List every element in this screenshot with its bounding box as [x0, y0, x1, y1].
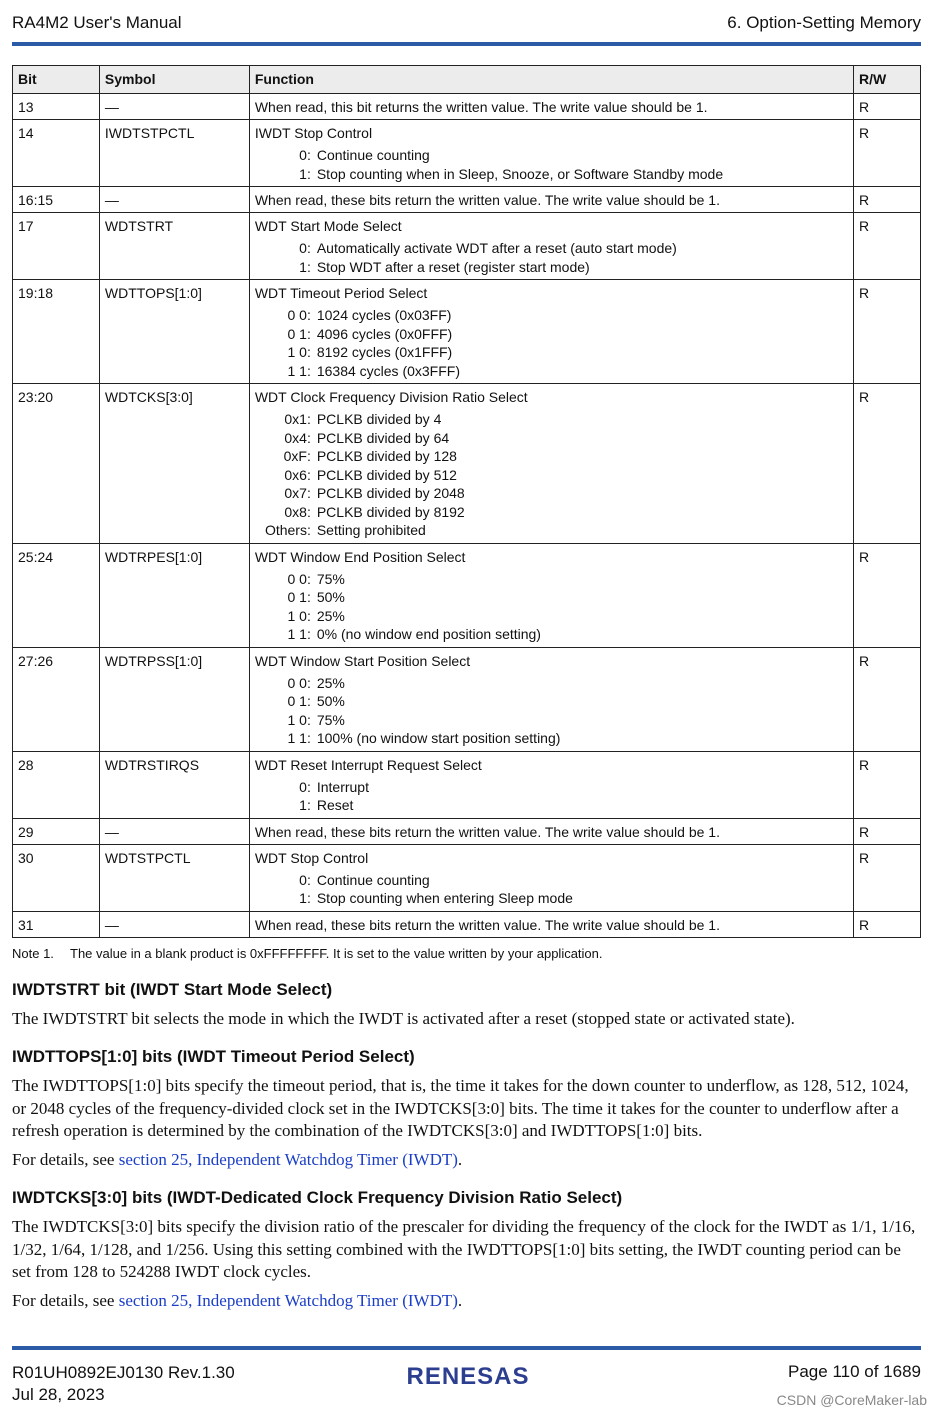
table-row — [13, 384, 921, 544]
option-list — [255, 410, 847, 540]
bit-cell: 13 — [13, 94, 100, 120]
function-cell — [249, 213, 853, 280]
option-code: 0x7: — [284, 485, 311, 501]
chapter-title: 6. Option-Setting Memory — [727, 13, 921, 32]
option-code: 0x8: — [284, 503, 311, 520]
function-title: When read, these bits return the written value. The write value should be 1. — [254, 823, 720, 840]
iwdttops-paragraph: The IWDTTOPS[1:0] bits specify the timeout period, that is, the time it takes for the down counter to underflow, as 128, 512, 1024, or 2048 cycles of the frequency-divided clock set in the IWDTCKS[3:0] bits. The time it takes for the counter to underflow after a refresh operation is determined by the combination of the IWDTCKS[3:0] and IWDTTOPS[1:0] bits. — [12, 1076, 909, 1140]
option-code: 0 1: — [287, 693, 311, 709]
header-rule — [12, 42, 921, 46]
function-title: WDT Window Start Position Select — [254, 652, 471, 669]
function-cell — [249, 751, 853, 818]
renesas-logo — [388, 1362, 548, 1390]
option-code: 1: — [299, 890, 311, 906]
option-code: 0: — [299, 871, 311, 888]
option-text: 75% — [316, 711, 345, 728]
option-item — [255, 871, 847, 890]
iwdtcks-heading: IWDTCKS[3:0] bits (IWDT-Dedicated Clock Frequency Division Ratio Select) — [12, 1188, 623, 1207]
function-title: WDT Start Mode Select — [254, 218, 402, 234]
iwdtstrt-heading: IWDTSTRT bit (IWDT Start Mode Select) — [12, 980, 333, 999]
option-code: 1 0: — [287, 344, 311, 360]
option-code: 0xF: — [283, 448, 311, 464]
function-title: WDT Window End Position Select — [254, 548, 466, 565]
rw-cell: R — [854, 384, 921, 544]
option-text: Automatically activate WDT after a reset (auto start mode) — [316, 240, 677, 256]
function-cell — [249, 120, 853, 187]
option-list — [255, 239, 847, 276]
rw-cell: R — [854, 94, 921, 120]
table-row — [13, 818, 921, 844]
option-text: 8192 cycles (0x1FFF) — [316, 344, 453, 360]
function-cell — [249, 844, 853, 911]
function-cell — [249, 384, 853, 544]
function-title: When read, these bits return the written value. The write value should be 1. — [254, 916, 720, 933]
option-code: 0x1: — [284, 411, 311, 427]
option-item — [255, 362, 847, 381]
bit-cell: 23:20 — [13, 384, 100, 544]
option-text: PCLKB divided by 512 — [316, 466, 457, 483]
bit-cell: 17 — [13, 213, 100, 280]
details-prefix: For details, see — [12, 1291, 119, 1310]
function-title: When read, these bits return the written value. The write value should be 1. — [254, 192, 720, 208]
option-list — [255, 674, 847, 748]
function-cell — [249, 187, 853, 213]
option-code: 0 1: — [287, 325, 311, 342]
option-text: Setting prohibited — [316, 522, 426, 538]
symbol-cell: WDTSTRT — [99, 213, 249, 280]
option-list — [255, 146, 847, 183]
iwdtcks-details — [12, 1290, 922, 1313]
option-code: Others: — [264, 522, 311, 538]
option-text: Continue counting — [316, 147, 430, 163]
function-cell — [249, 543, 853, 647]
symbol-cell: — — [99, 911, 249, 937]
option-item — [255, 466, 847, 485]
option-list — [255, 306, 847, 380]
page-number: Page 110 of 1689 — [788, 1362, 921, 1381]
column-header-bit: Bit — [13, 66, 100, 94]
rw-cell: R — [854, 120, 921, 187]
table-row — [13, 543, 921, 647]
option-item — [255, 588, 847, 607]
bit-cell: 27:26 — [13, 647, 100, 751]
function-title: WDT Timeout Period Select — [254, 285, 428, 301]
option-item — [255, 165, 847, 184]
details-suffix: . — [457, 1291, 463, 1310]
option-item — [255, 410, 847, 429]
option-text: Stop WDT after a reset (register start mode) — [316, 258, 590, 275]
table-row — [13, 911, 921, 937]
details-prefix: For details, see — [12, 1150, 119, 1169]
option-item — [255, 674, 847, 693]
option-text: 4096 cycles (0x0FFF) — [316, 325, 453, 342]
option-code: 1: — [299, 258, 311, 275]
column-header-symbol: Symbol — [99, 66, 249, 94]
symbol-cell: WDTTOPS[1:0] — [99, 280, 249, 384]
option-text: PCLKB divided by 128 — [316, 448, 457, 464]
option-code: 0x4: — [284, 429, 311, 446]
table-row — [13, 751, 921, 818]
option-text: Reset — [316, 797, 354, 813]
rw-cell: R — [854, 844, 921, 911]
option-item — [255, 239, 847, 258]
option-item — [255, 484, 847, 503]
bit-cell: 31 — [13, 911, 100, 937]
table-header-row — [13, 66, 921, 94]
rw-cell: R — [854, 543, 921, 647]
symbol-cell: WDTSTPCTL — [99, 844, 249, 911]
symbol-cell: WDTRPES[1:0] — [99, 543, 249, 647]
option-text: PCLKB divided by 8192 — [316, 503, 465, 520]
option-text: 1024 cycles (0x03FF) — [316, 307, 452, 323]
function-title: When read, this bit returns the written value. The write value should be 1. — [254, 99, 708, 115]
option-item — [255, 343, 847, 362]
bit-cell: 29 — [13, 818, 100, 844]
function-cell — [249, 280, 853, 384]
option-item — [255, 521, 847, 540]
function-cell — [249, 818, 853, 844]
bit-cell: 16:15 — [13, 187, 100, 213]
option-item — [255, 625, 847, 644]
rw-cell: R — [854, 647, 921, 751]
option-item — [255, 429, 847, 448]
symbol-cell: — — [99, 818, 249, 844]
column-header-rw: R/W — [854, 66, 921, 94]
option-item — [255, 778, 847, 797]
rw-cell: R — [854, 911, 921, 937]
option-code: 0: — [299, 147, 311, 163]
bit-cell: 25:24 — [13, 543, 100, 647]
option-text: 50% — [316, 693, 345, 709]
table-note — [12, 946, 603, 961]
option-item — [255, 889, 847, 908]
option-text: PCLKB divided by 4 — [316, 411, 442, 427]
option-item — [255, 306, 847, 325]
option-code: 1: — [299, 165, 311, 182]
option-code: 1 0: — [287, 711, 311, 728]
option-text: Stop counting when entering Sleep mode — [316, 890, 573, 906]
note-label: Note 1. — [12, 946, 54, 961]
option-item — [255, 258, 847, 277]
table-row — [13, 280, 921, 384]
rw-cell: R — [854, 187, 921, 213]
rw-cell: R — [854, 818, 921, 844]
option-code: 1 1: — [287, 730, 311, 746]
table-row — [13, 647, 921, 751]
option-item — [255, 570, 847, 589]
details-suffix: . — [457, 1150, 463, 1169]
option-list — [255, 778, 847, 815]
option-item — [255, 146, 847, 165]
option-code: 0x6: — [284, 466, 311, 483]
iwdtcks-paragraph: The IWDTCKS[3:0] bits specify the division ratio of the prescaler for dividing the frequency of the clock for the IWDT as 1/1, 1/16, 1/32, 1/64, 1/128, and 1/256. Using this setting combined with the IWDTTOPS[1:0] bits setting, the IWDT counting period can be set from 128 to 524288 IWDT clock cycles. — [12, 1217, 916, 1281]
option-text: 0% (no window end position setting) — [316, 626, 541, 642]
function-title: WDT Clock Frequency Division Ratio Select — [254, 389, 528, 405]
option-text: 50% — [316, 589, 345, 605]
logo-text: RENESAS — [406, 1363, 530, 1390]
option-item — [255, 607, 847, 626]
iwdtstrt-paragraph: The IWDTSTRT bit selects the mode in which the IWDT is activated after a reset (stopped state or activated state). — [12, 1009, 795, 1028]
option-item — [255, 325, 847, 344]
manual-title: RA4M2 User's Manual — [12, 13, 182, 32]
function-title: IWDT Stop Control — [254, 125, 373, 141]
footer-rule — [12, 1346, 921, 1350]
option-item — [255, 729, 847, 748]
symbol-cell: WDTRPSS[1:0] — [99, 647, 249, 751]
doc-number: R01UH0892EJ0130 Rev.1.30 — [12, 1363, 235, 1382]
iwdt-section-link[interactable]: section 25, Independent Watchdog Timer (IWDT) — [118, 1150, 458, 1169]
option-text: Interrupt — [316, 778, 369, 795]
table-row — [13, 120, 921, 187]
option-text: 25% — [316, 674, 345, 691]
option-list — [255, 570, 847, 644]
option-code: 0 1: — [287, 589, 311, 605]
bit-cell: 28 — [13, 751, 100, 818]
option-text: PCLKB divided by 64 — [316, 429, 450, 446]
symbol-cell: — — [99, 94, 249, 120]
option-code: 0 0: — [287, 570, 311, 587]
note-text: The value in a blank product is 0xFFFFFFFF. It is set to the value written by your application. — [70, 946, 603, 961]
table-row — [13, 844, 921, 911]
watermark: CSDN @CoreMaker-lab — [776, 1392, 927, 1408]
rw-cell: R — [854, 280, 921, 384]
bit-cell: 19:18 — [13, 280, 100, 384]
option-text: 16384 cycles (0x3FFF) — [316, 362, 461, 379]
option-code: 0 0: — [287, 674, 311, 691]
function-cell — [249, 911, 853, 937]
option-code: 1 1: — [287, 626, 311, 642]
option-text: PCLKB divided by 2048 — [316, 485, 465, 501]
symbol-cell: IWDTSTPCTL — [99, 120, 249, 187]
option-item — [255, 447, 847, 466]
iwdttops-details — [12, 1149, 922, 1172]
table-row — [13, 187, 921, 213]
option-code: 0 0: — [287, 307, 311, 323]
option-code: 1 1: — [287, 362, 311, 379]
footer-doc-info — [12, 1362, 235, 1406]
option-text: 25% — [316, 607, 345, 624]
symbol-cell: — — [99, 187, 249, 213]
option-text: 75% — [316, 570, 345, 587]
symbol-cell: WDTRSTIRQS — [99, 751, 249, 818]
rw-cell: R — [854, 751, 921, 818]
option-item — [255, 711, 847, 730]
function-cell — [249, 647, 853, 751]
option-item — [255, 692, 847, 711]
table-row — [13, 94, 921, 120]
function-cell — [249, 94, 853, 120]
option-code: 0: — [299, 240, 311, 256]
option-code: 1: — [299, 797, 311, 813]
iwdt-section-link[interactable]: section 25, Independent Watchdog Timer (IWDT) — [118, 1291, 458, 1310]
page-header — [12, 10, 921, 40]
bit-cell: 30 — [13, 844, 100, 911]
option-code: 0: — [299, 778, 311, 795]
rw-cell: R — [854, 213, 921, 280]
register-bit-table — [12, 65, 921, 938]
doc-date: Jul 28, 2023 — [12, 1385, 105, 1404]
option-text: Stop counting when in Sleep, Snooze, or Software Standby mode — [316, 165, 724, 182]
iwdttops-heading: IWDTTOPS[1:0] bits (IWDT Timeout Period Select) — [12, 1047, 415, 1066]
option-item — [255, 796, 847, 815]
table-row — [13, 213, 921, 280]
option-list — [255, 871, 847, 908]
bit-cell: 14 — [13, 120, 100, 187]
option-item — [255, 503, 847, 522]
option-code: 1 0: — [287, 607, 311, 624]
option-text: 100% (no window start position setting) — [316, 730, 561, 746]
column-header-function: Function — [249, 66, 853, 94]
option-text: Continue counting — [316, 871, 430, 888]
function-title: WDT Stop Control — [254, 849, 369, 866]
symbol-cell: WDTCKS[3:0] — [99, 384, 249, 544]
function-title: WDT Reset Interrupt Request Select — [254, 756, 482, 773]
